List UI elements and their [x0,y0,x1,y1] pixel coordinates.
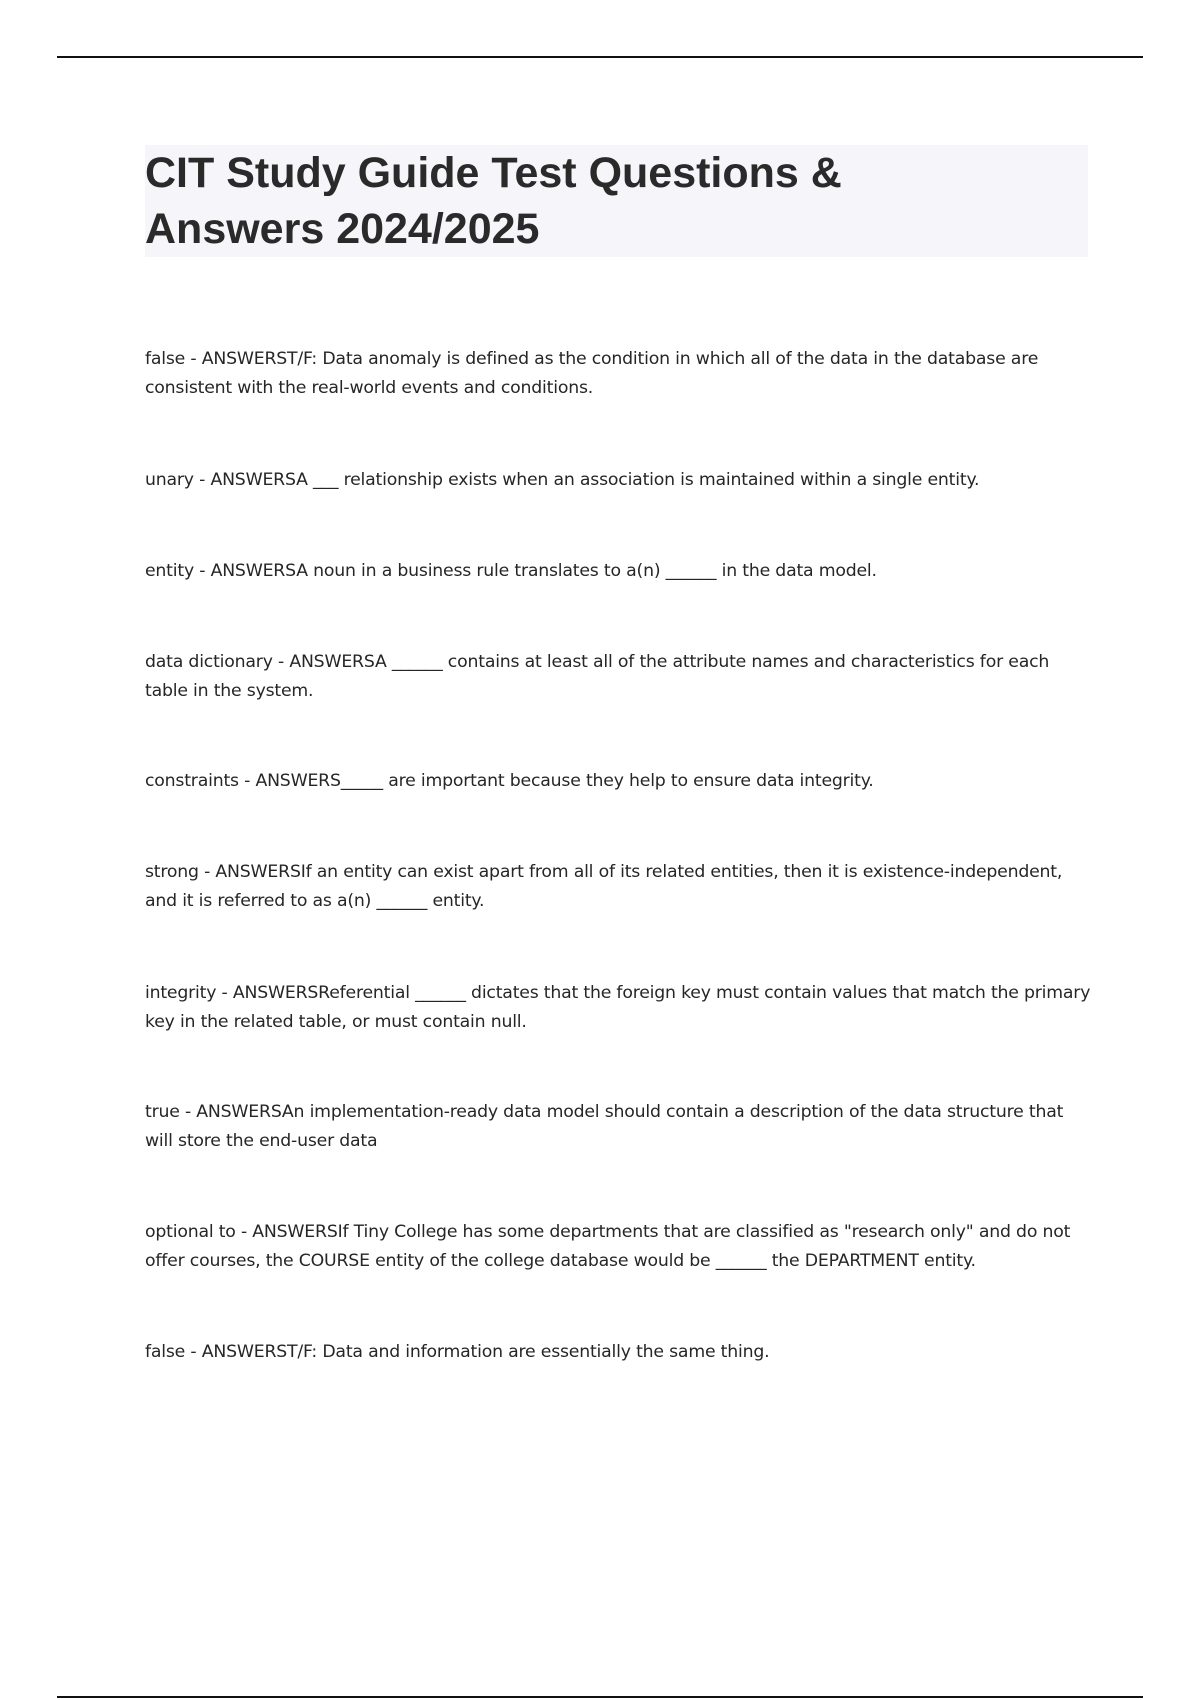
qa-item-10: false - ANSWERST/F: Data and information are essentially the same thing. [145,1342,770,1362]
bottom-rule [57,1696,1143,1698]
qa-item-8: true - ANSWERSAn implementation-ready data model should contain a description of the data structure that will store the end-user data [145,1102,1064,1151]
qa-item-7: integrity - ANSWERSReferential ______ dictates that the foreign key must contain values that match the primary key in the related table, or must contain null. [145,983,1091,1032]
title-block [145,145,1088,257]
qa-item-1: false - ANSWERST/F: Data anomaly is defined as the condition in which all of the data in the database are consistent with the real-world events and conditions. [145,349,1039,398]
qa-item-9: optional to - ANSWERSIf Tiny College has some departments that are classified as "research only" and do not offer courses, the COURSE entity of the college database would be ______ the DEPARTMENT entity. [145,1222,1071,1271]
qa-item-3: entity - ANSWERSA noun in a business rule translates to a(n) ______ in the data model. [145,561,877,581]
qa-item-6: strong - ANSWERSIf an entity can exist apart from all of its related entities, then it is existence-independent, and it is referred to as a(n) ______ entity. [145,862,1063,911]
top-rule [57,56,1143,58]
qa-item-2: unary - ANSWERSA ___ relationship exists when an association is maintained within a single entity. [145,470,980,490]
document-title: CIT Study Guide Test Questions & Answers 2024/2025 [145,149,842,253]
qa-item-4: data dictionary - ANSWERSA ______ contains at least all of the attribute names and characteristics for each table in the system. [145,652,1050,701]
qa-item-5: constraints - ANSWERS_____ are important because they help to ensure data integrity. [145,771,874,791]
